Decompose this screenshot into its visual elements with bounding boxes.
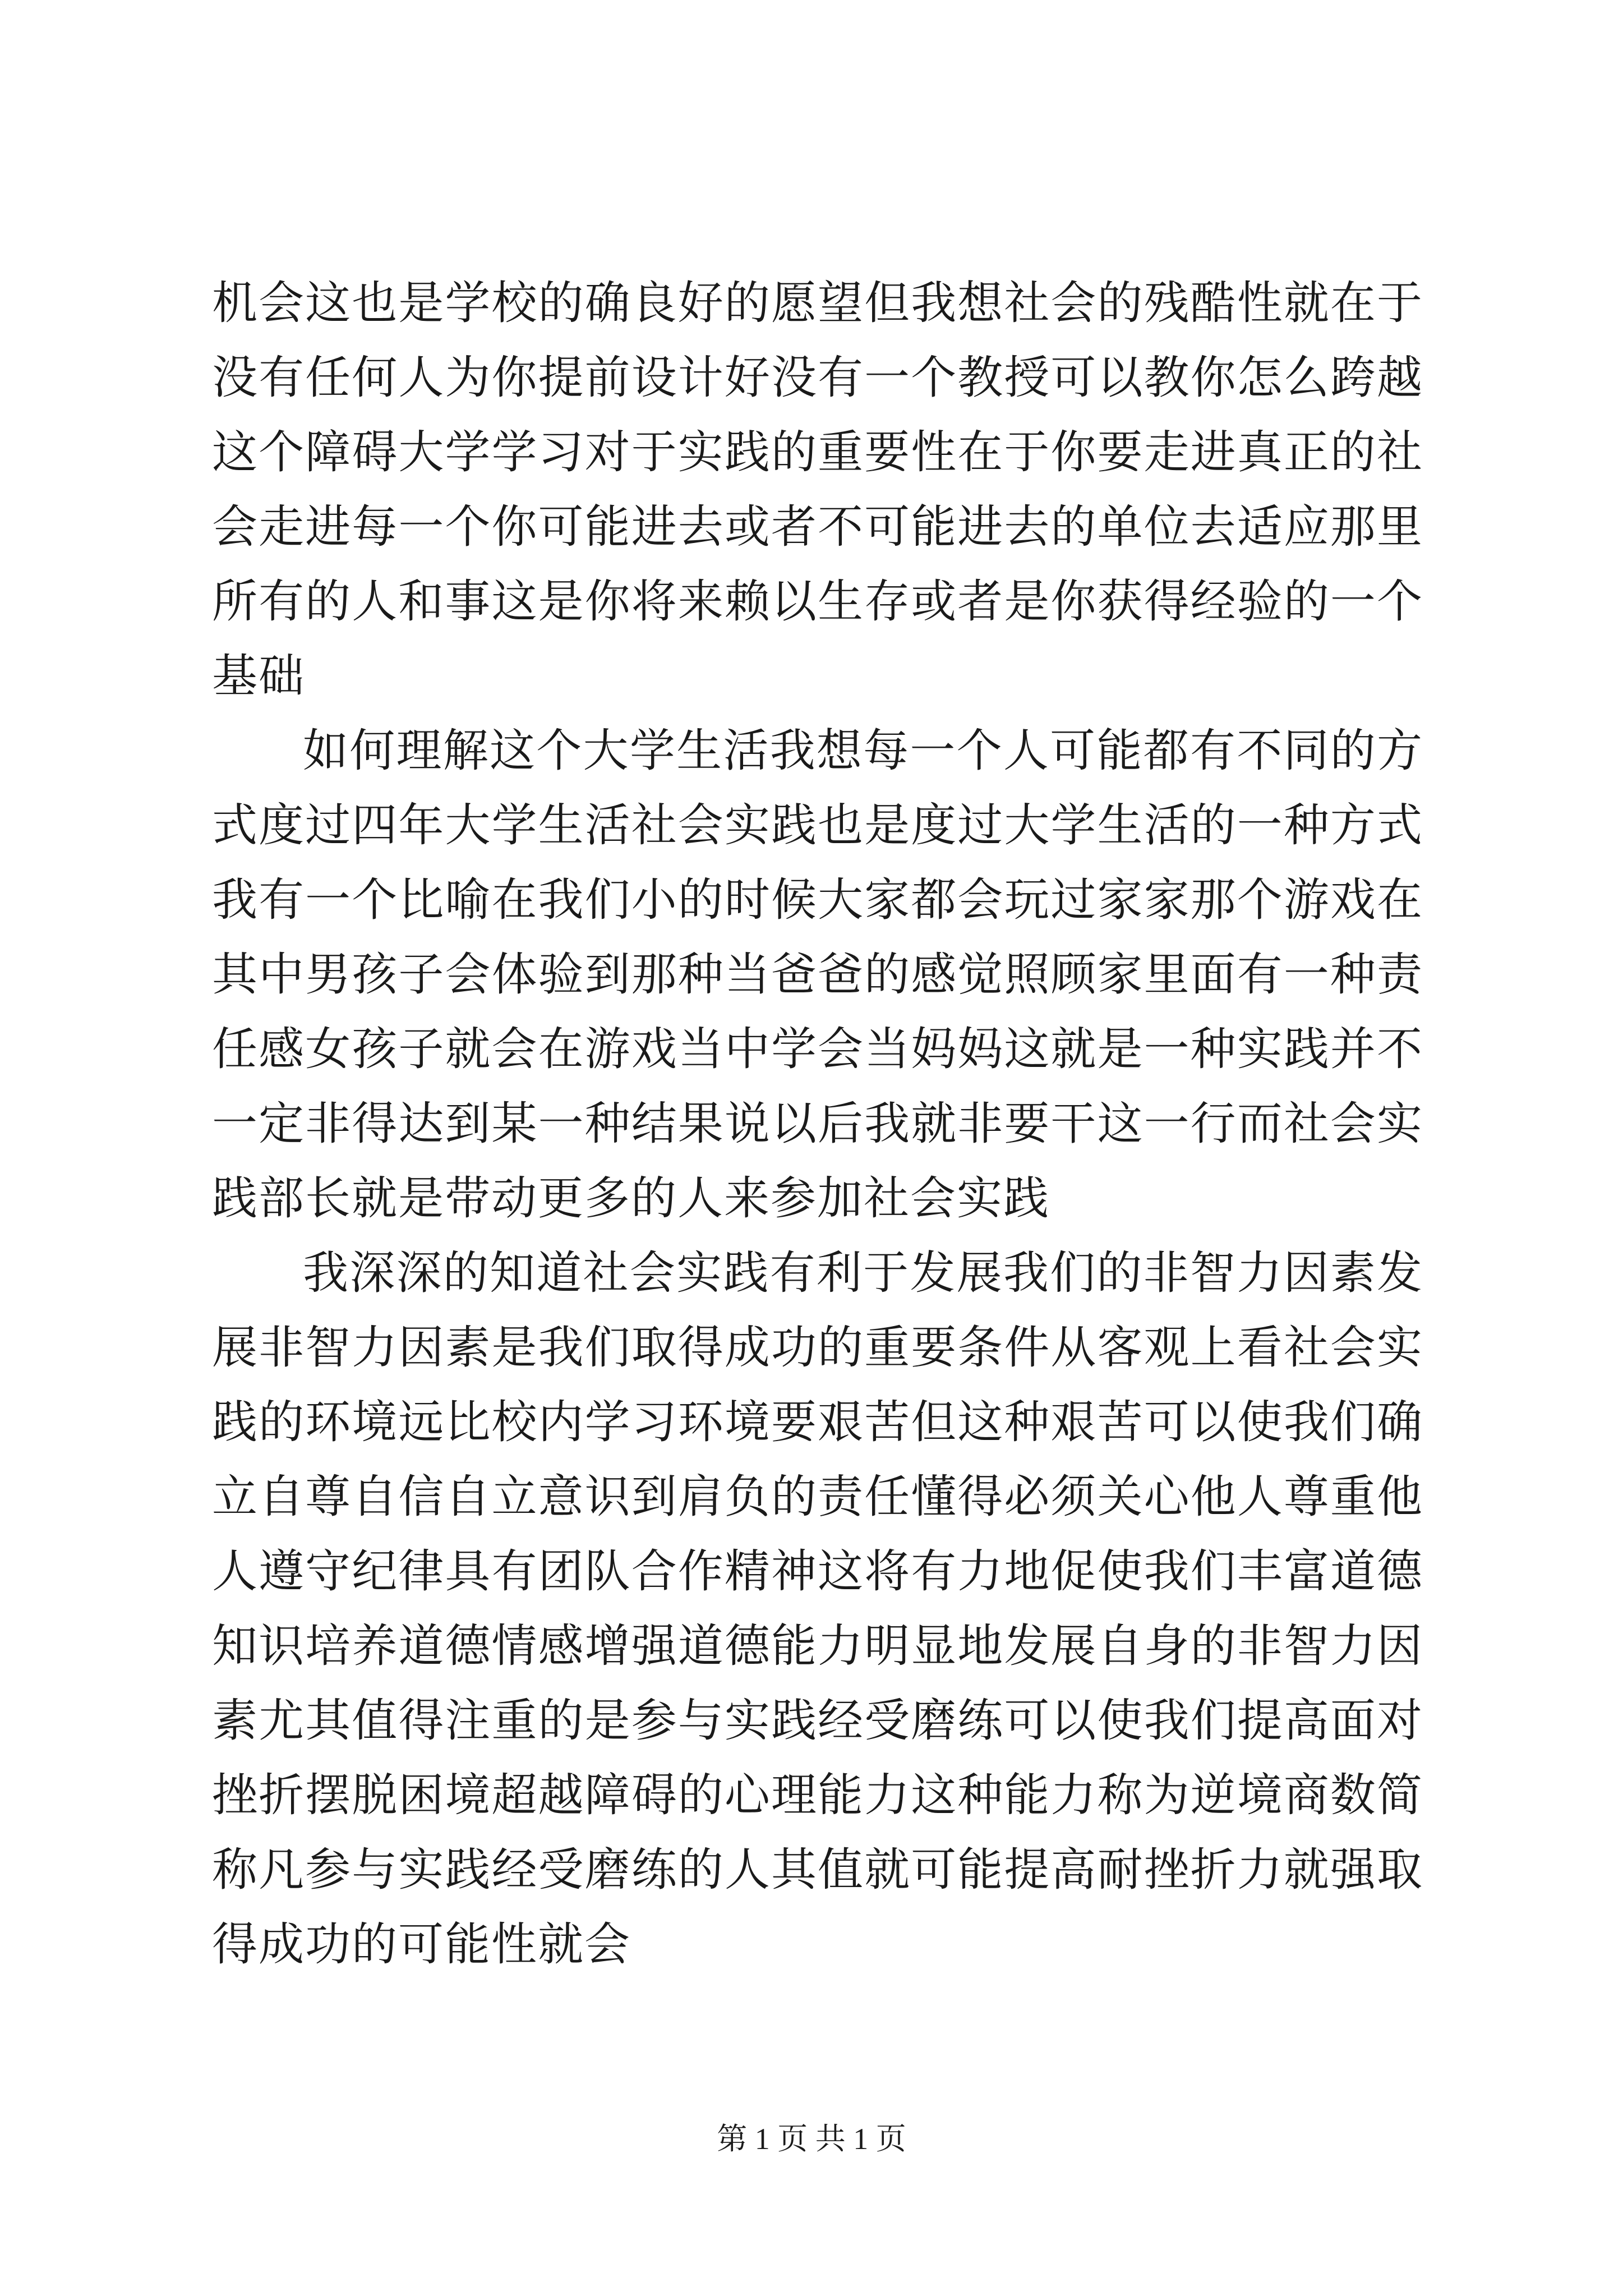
paragraph-1: 机会这也是学校的确良好的愿望但我想社会的残酷性就在于没有任何人为你提前设计好没有一个教授可以教你怎么跨越这个障碍大学学习对于实践的重要性在于你要走进真正的社会走进每一个你可能进去或者不可能进去的单位去适应那里所有的人和事这是你将来赖以生存或者是你获得经验的一个基础 <box>212 277 1423 703</box>
document-body <box>212 266 1423 1982</box>
paragraph-3: 我深深的知道社会实践有利于发展我们的非智力因素发展非智力因素是我们取得成功的重要条件从客观上看社会实践的环境远比校内学习环境要艰苦但这种艰苦可以使我们确立自尊自信自立意识到肩负的责任懂得必须关心他人尊重他人遵守纪律具有团队合作精神这将有力地促使我们丰富道德知识培养道德情感增强道德能力明显地发展自身的非智力因素尤其值得注重的是参与实践经受磨练可以使我们提高面对挫折摆脱困境超越障碍的心理能力这种能力称为逆境商数简称凡参与实践经受磨练的人其值就可能提高耐挫折力就强取得成功的可能性就会 <box>212 1247 1423 1971</box>
paragraph-2: 如何理解这个大学生活我想每一个人可能都有不同的方式度过四年大学生活社会实践也是度过大学生活的一种方式我有一个比喻在我们小的时候大家都会玩过家家那个游戏在其中男孩子会体验到那种当爸爸的感觉照顾家里面有一种责任感女孩子就会在游戏当中学会当妈妈这就是一种实践并不一定非得达到某一种结果说以后我就非要干这一行而社会实践部长就是带动更多的人来参加社会实践 <box>212 725 1423 1225</box>
page-footer: 第 1 页 共 1 页 <box>717 2122 906 2156</box>
